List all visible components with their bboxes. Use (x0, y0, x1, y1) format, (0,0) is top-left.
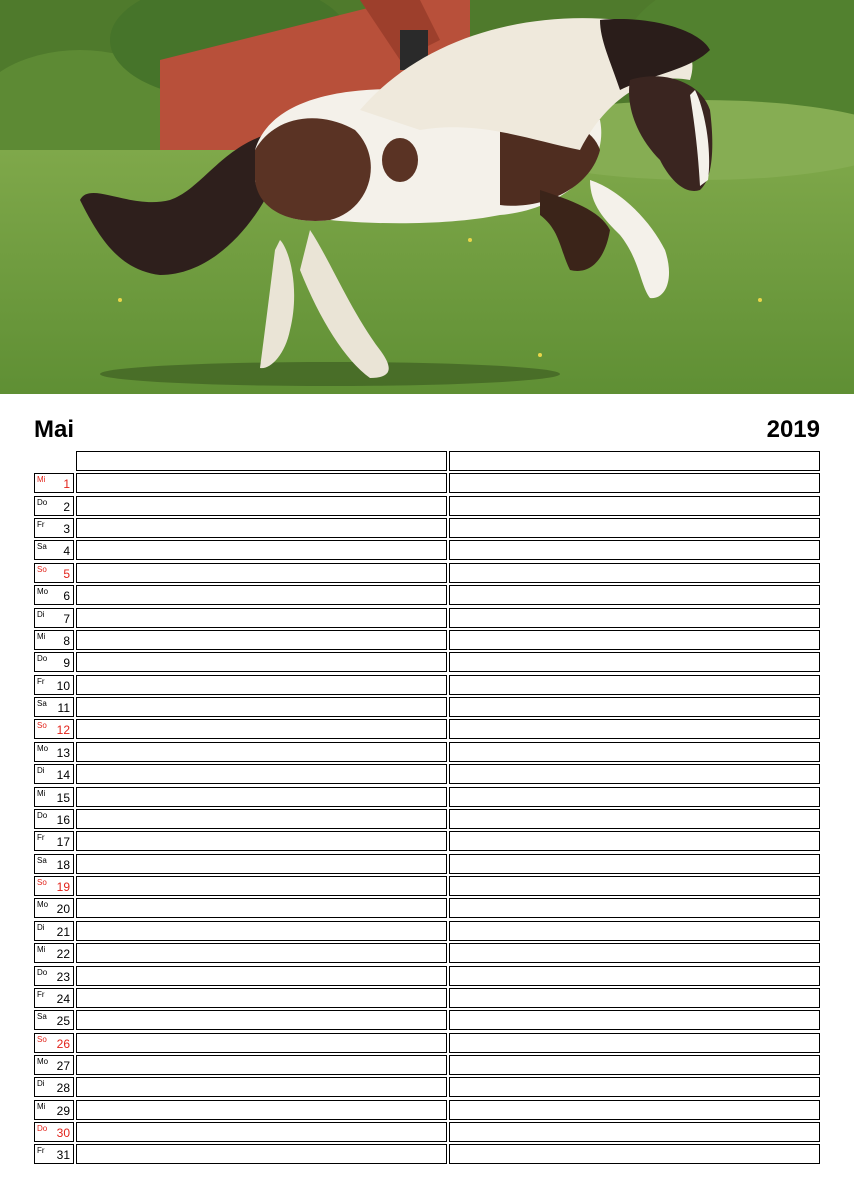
note-cell-left[interactable] (76, 518, 447, 538)
note-cell-left[interactable] (76, 652, 447, 672)
note-cell-left[interactable] (76, 921, 447, 941)
day-cell (34, 540, 74, 560)
day-number: 28 (56, 1081, 70, 1095)
day-cell (34, 1033, 74, 1053)
note-cell-left[interactable] (76, 473, 447, 493)
day-number: 17 (56, 835, 70, 849)
day-cell (34, 585, 74, 605)
note-cell-right[interactable] (449, 831, 820, 851)
day-number: 18 (56, 858, 70, 872)
note-cell-right[interactable] (449, 898, 820, 918)
note-cell-right[interactable] (449, 854, 820, 874)
weekday-label: So (37, 721, 47, 730)
note-cell-left[interactable] (76, 1010, 447, 1030)
day-number: 26 (56, 1037, 70, 1051)
notes-header-right[interactable] (449, 451, 820, 471)
day-number: 21 (56, 925, 70, 939)
note-cell-left[interactable] (76, 1122, 447, 1142)
day-number: 25 (56, 1014, 70, 1028)
note-cell-left[interactable] (76, 1144, 447, 1164)
note-cell-right[interactable] (449, 719, 820, 739)
day-number: 16 (56, 813, 70, 827)
notes-header-left[interactable] (76, 451, 447, 471)
day-number: 6 (63, 589, 70, 603)
day-number: 30 (56, 1126, 70, 1140)
note-cell-left[interactable] (76, 540, 447, 560)
note-cell-right[interactable] (449, 496, 820, 516)
day-cell (34, 652, 74, 672)
day-cell (34, 921, 74, 941)
note-cell-left[interactable] (76, 719, 447, 739)
weekday-label: Mo (37, 744, 49, 753)
note-cell-right[interactable] (449, 630, 820, 650)
note-cell-right[interactable] (449, 1144, 820, 1164)
note-cell-right[interactable] (449, 563, 820, 583)
day-cell (34, 608, 74, 628)
note-cell-left[interactable] (76, 608, 447, 628)
day-cell (34, 742, 74, 762)
weekday-label: So (37, 878, 47, 887)
day-cell (34, 518, 74, 538)
note-cell-right[interactable] (449, 809, 820, 829)
day-number: 13 (56, 746, 70, 760)
weekday-label: Fr (37, 1146, 45, 1155)
day-number: 8 (63, 634, 70, 648)
note-cell-left[interactable] (76, 697, 447, 717)
note-cell-right[interactable] (449, 876, 820, 896)
weekday-label: Sa (37, 542, 47, 551)
note-cell-right[interactable] (449, 764, 820, 784)
day-number: 19 (56, 880, 70, 894)
day-number: 24 (56, 992, 70, 1006)
note-cell-left[interactable] (76, 585, 447, 605)
day-number: 7 (63, 612, 70, 626)
note-cell-left[interactable] (76, 943, 447, 963)
day-number: 4 (63, 544, 70, 558)
day-number: 22 (56, 947, 70, 961)
day-cell (34, 1010, 74, 1030)
day-cell (34, 1055, 74, 1075)
weekday-label: Mi (37, 1102, 46, 1111)
day-number: 31 (56, 1148, 70, 1162)
note-cell-right[interactable] (449, 652, 820, 672)
weekday-label: Di (37, 610, 45, 619)
note-cell-left[interactable] (76, 1055, 447, 1075)
weekday-label: Sa (37, 699, 47, 708)
day-cell (34, 988, 74, 1008)
note-cell-right[interactable] (449, 742, 820, 762)
day-cell (34, 719, 74, 739)
note-cell-right[interactable] (449, 1033, 820, 1053)
day-cell (34, 473, 74, 493)
note-cell-right[interactable] (449, 943, 820, 963)
note-cell-left[interactable] (76, 876, 447, 896)
weekday-label: Mi (37, 945, 46, 954)
day-cell (34, 854, 74, 874)
day-number: 15 (56, 791, 70, 805)
weekday-label: Di (37, 1079, 45, 1088)
day-cell (34, 787, 74, 807)
day-cell (34, 1100, 74, 1120)
note-cell-right[interactable] (449, 697, 820, 717)
day-number: 20 (56, 902, 70, 916)
day-number: 1 (63, 477, 70, 491)
month-title: Mai (34, 416, 75, 443)
day-cell (34, 697, 74, 717)
weekday-label: Mo (37, 1057, 49, 1066)
note-cell-right[interactable] (449, 1055, 820, 1075)
day-number: 11 (57, 701, 70, 715)
day-number: 3 (63, 522, 70, 536)
day-cell (34, 1144, 74, 1164)
weekday-label: Sa (37, 856, 47, 865)
note-cell-left[interactable] (76, 496, 447, 516)
weekday-label: Fr (37, 677, 45, 686)
note-cell-left[interactable] (76, 854, 447, 874)
day-cell (34, 943, 74, 963)
year-title: 2019 (766, 416, 820, 443)
day-cell (34, 764, 74, 784)
weekday-label: So (37, 1035, 47, 1044)
weekday-label: Do (37, 811, 48, 820)
weekday-label: Fr (37, 990, 45, 999)
day-number: 23 (56, 970, 70, 984)
weekday-label: Mo (37, 587, 49, 596)
note-cell-left[interactable] (76, 898, 447, 918)
weekday-label: Fr (37, 833, 45, 842)
note-cell-right[interactable] (449, 540, 820, 560)
day-cell (34, 876, 74, 896)
note-cell-left[interactable] (76, 764, 447, 784)
weekday-label: Mi (37, 475, 46, 484)
weekday-label: Do (37, 1124, 48, 1133)
day-number: 12 (56, 723, 70, 737)
day-number: 14 (56, 768, 70, 782)
weekday-label: Di (37, 923, 45, 932)
note-cell-right[interactable] (449, 1122, 820, 1142)
day-cell (34, 675, 74, 695)
note-cell-right[interactable] (449, 1010, 820, 1030)
weekday-label: Mo (37, 900, 49, 909)
day-number: 9 (63, 656, 70, 670)
note-cell-left[interactable] (76, 1100, 447, 1120)
weekday-label: Fr (37, 520, 45, 529)
weekday-label: Mi (37, 632, 46, 641)
note-cell-right[interactable] (449, 585, 820, 605)
day-cell (34, 496, 74, 516)
day-number: 27 (56, 1059, 70, 1073)
day-cell (34, 563, 74, 583)
day-cell (34, 1077, 74, 1097)
day-number: 2 (63, 500, 70, 514)
day-cell (34, 809, 74, 829)
note-cell-left[interactable] (76, 809, 447, 829)
weekday-label: Di (37, 766, 45, 775)
day-number: 10 (56, 679, 70, 693)
note-cell-right[interactable] (449, 675, 820, 695)
weekday-label: Do (37, 968, 48, 977)
note-cell-left[interactable] (76, 1033, 447, 1053)
note-cell-left[interactable] (76, 563, 447, 583)
note-cell-left[interactable] (76, 966, 447, 986)
note-cell-left[interactable] (76, 831, 447, 851)
note-cell-left[interactable] (76, 675, 447, 695)
note-cell-left[interactable] (76, 630, 447, 650)
note-cell-right[interactable] (449, 608, 820, 628)
day-number: 29 (56, 1104, 70, 1118)
note-cell-right[interactable] (449, 787, 820, 807)
note-cell-right[interactable] (449, 966, 820, 986)
note-cell-right[interactable] (449, 1100, 820, 1120)
note-cell-right[interactable] (449, 473, 820, 493)
note-cell-left[interactable] (76, 787, 447, 807)
day-cell (34, 831, 74, 851)
note-cell-right[interactable] (449, 988, 820, 1008)
note-cell-right[interactable] (449, 1077, 820, 1097)
day-cell (34, 966, 74, 986)
note-cell-left[interactable] (76, 1077, 447, 1097)
note-cell-left[interactable] (76, 988, 447, 1008)
day-cell (34, 898, 74, 918)
weekday-label: Do (37, 498, 48, 507)
weekday-label: Mi (37, 789, 46, 798)
weekday-label: Do (37, 654, 48, 663)
note-cell-left[interactable] (76, 742, 447, 762)
note-cell-right[interactable] (449, 921, 820, 941)
day-number: 5 (63, 567, 70, 581)
weekday-label: Sa (37, 1012, 47, 1021)
day-cell (34, 630, 74, 650)
day-cell (34, 1122, 74, 1142)
weekday-label: So (37, 565, 47, 574)
note-cell-right[interactable] (449, 518, 820, 538)
